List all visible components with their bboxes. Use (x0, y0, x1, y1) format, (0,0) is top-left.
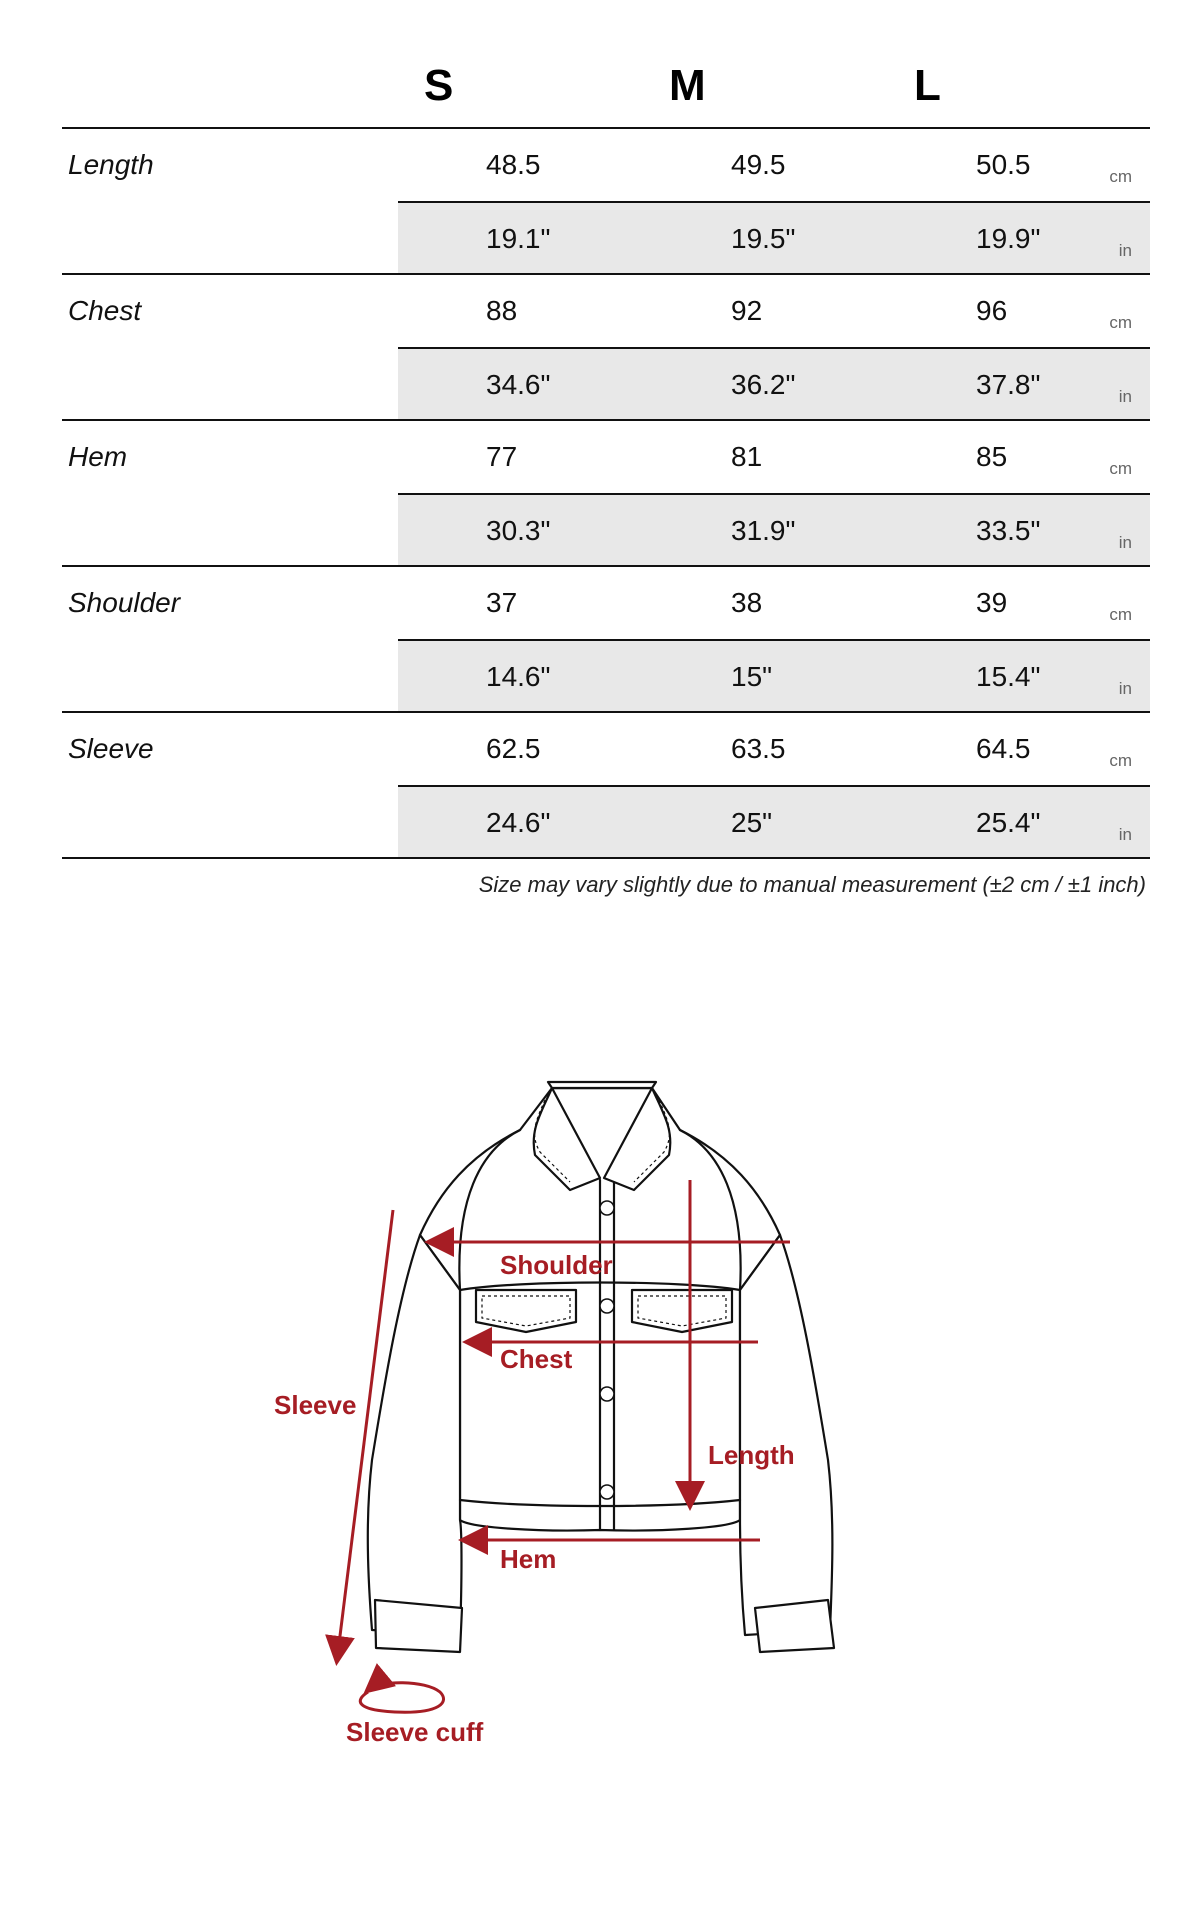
value-l-in: 37.8" (976, 369, 1041, 400)
value-s-in: 34.6" (486, 369, 551, 400)
value-l-cm: 64.5 (976, 733, 1031, 764)
value-l-cm: 96 (976, 295, 1008, 326)
cm-row (398, 275, 1150, 347)
unit-in: in (1118, 241, 1132, 260)
measurement-name: Length (68, 149, 154, 180)
button-icon (600, 1299, 614, 1313)
value-m-in: 25" (731, 807, 773, 838)
button-icon (600, 1485, 614, 1499)
unit-cm: cm (1109, 167, 1132, 186)
inch-row (398, 203, 1150, 275)
value-s-in: 24.6" (486, 807, 551, 838)
measurement-row-length (62, 129, 1150, 275)
value-l-in: 33.5" (976, 515, 1041, 546)
measurement-row-hem (62, 421, 1150, 567)
value-l-in: 25.4" (976, 807, 1041, 838)
measurement-name: Sleeve (68, 733, 154, 764)
value-s-cm: 62.5 (486, 733, 541, 764)
button-icon (600, 1201, 614, 1215)
hem-label: Hem (500, 1544, 557, 1574)
value-s-cm: 77 (486, 441, 518, 472)
cm-row (398, 421, 1150, 493)
unit-in: in (1118, 679, 1132, 698)
group-rule (62, 857, 1150, 859)
measurement-name: Hem (68, 441, 128, 472)
unit-in: in (1118, 825, 1132, 844)
value-l-in: 15.4" (976, 661, 1041, 692)
value-m-in: 19.5" (731, 223, 796, 254)
value-m-cm: 49.5 (731, 149, 786, 180)
sleeve-cuff-label: Sleeve cuff (346, 1717, 484, 1747)
size-header-l: L (914, 61, 941, 110)
inch-row (398, 495, 1150, 567)
value-m-cm: 38 (731, 587, 763, 618)
value-s-cm: 88 (486, 295, 518, 326)
cm-row (398, 567, 1150, 639)
value-s-in: 19.1" (486, 223, 551, 254)
measurement-name: Chest (68, 295, 142, 326)
jacket-measurement-diagram (0, 1060, 1200, 1780)
unit-cm: cm (1109, 605, 1132, 624)
measurement-row-chest (62, 275, 1150, 421)
inch-row (398, 787, 1150, 859)
size-header-s: S (424, 61, 454, 110)
value-m-cm: 92 (731, 295, 763, 326)
value-m-in: 31.9" (731, 515, 796, 546)
value-m-cm: 63.5 (731, 733, 786, 764)
value-m-in: 15" (731, 661, 773, 692)
unit-cm: cm (1109, 313, 1132, 332)
chest-label: Chest (500, 1344, 573, 1374)
unit-in: in (1118, 387, 1132, 406)
sleeve-cuff-arrow (360, 1683, 443, 1712)
jacket-illustration (0, 1060, 1200, 1780)
measurement-row-sleeve (62, 713, 1150, 859)
unit-cm: cm (1109, 459, 1132, 478)
value-m-cm: 81 (731, 441, 763, 472)
value-l-cm: 50.5 (976, 149, 1031, 180)
length-label: Length (708, 1440, 795, 1470)
inch-row (398, 641, 1150, 713)
cm-row (398, 713, 1150, 785)
inch-row (398, 349, 1150, 421)
value-s-in: 30.3" (486, 515, 551, 546)
jacket-outline (368, 1082, 834, 1652)
value-l-in: 19.9" (976, 223, 1041, 254)
value-l-cm: 39 (976, 587, 1008, 618)
cm-row (398, 129, 1150, 201)
value-s-in: 14.6" (486, 661, 551, 692)
size-table (62, 0, 1150, 860)
size-header-m: M (669, 61, 706, 110)
button-icon (600, 1387, 614, 1401)
value-s-cm: 37 (486, 587, 518, 618)
shoulder-label: Shoulder (500, 1250, 613, 1280)
unit-cm: cm (1109, 751, 1132, 770)
value-l-cm: 85 (976, 441, 1008, 472)
measurement-note: Size may vary slightly due to manual measurement (±2 cm / ±1 inch) (478, 872, 1146, 897)
value-m-in: 36.2" (731, 369, 796, 400)
value-s-cm: 48.5 (486, 149, 541, 180)
unit-in: in (1118, 533, 1132, 552)
measurement-row-shoulder (62, 567, 1150, 713)
sleeve-label: Sleeve (274, 1390, 357, 1420)
measurement-name: Shoulder (68, 587, 181, 618)
